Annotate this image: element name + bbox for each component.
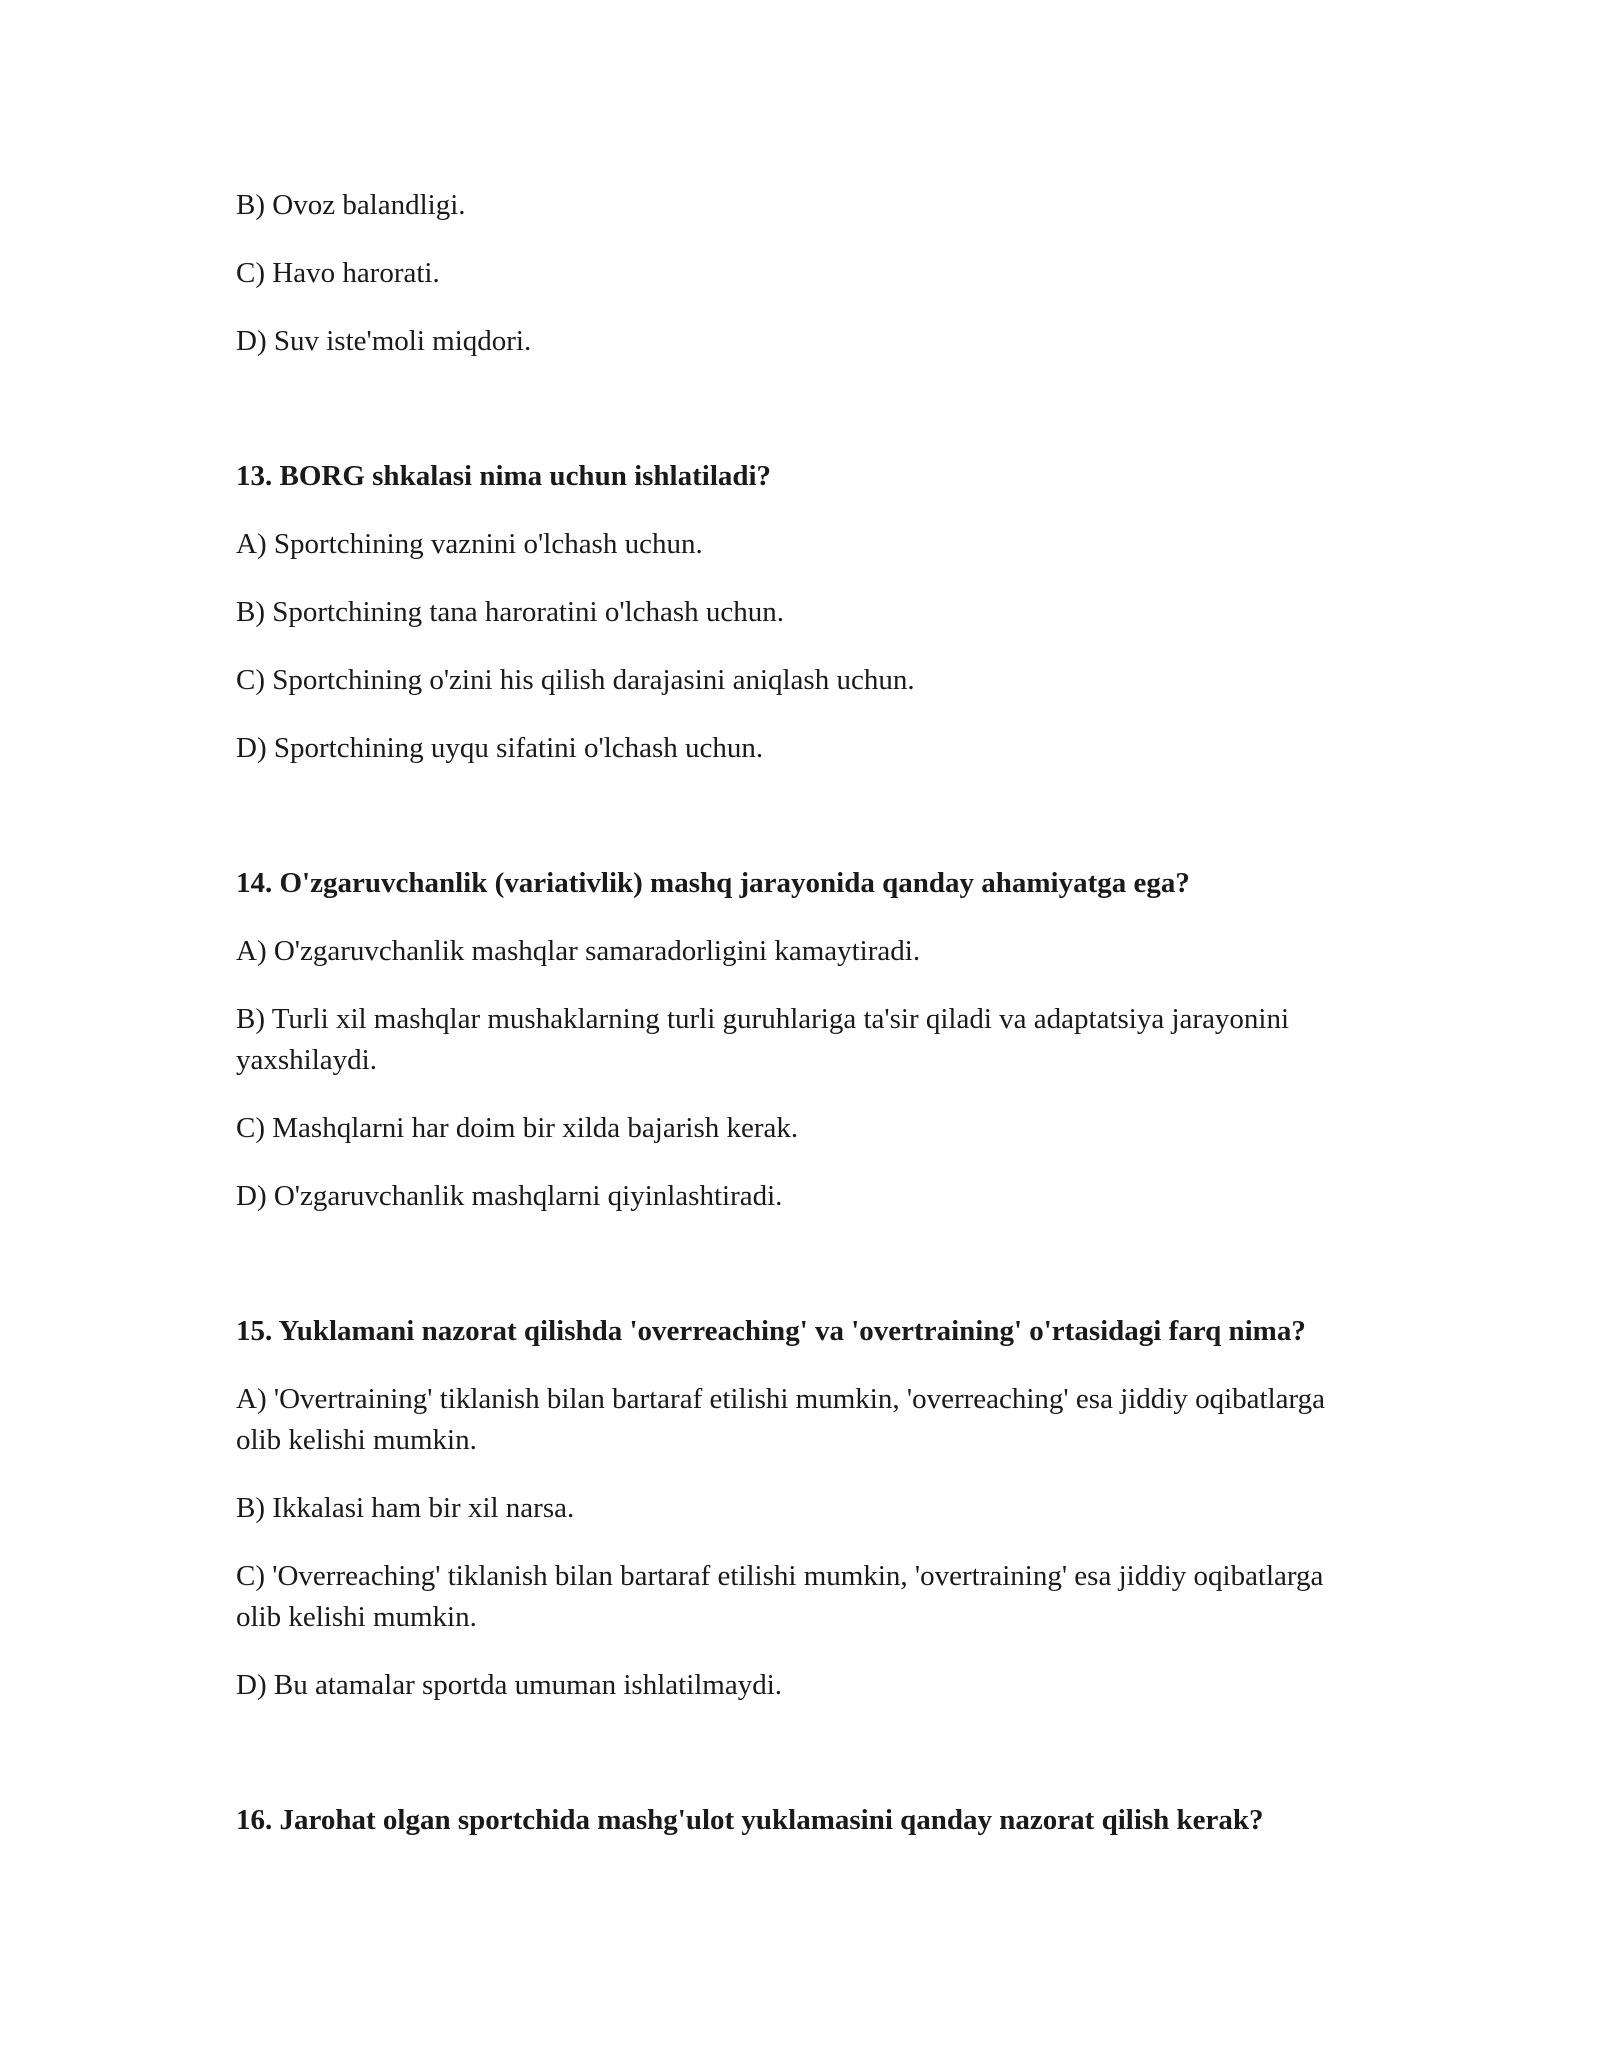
question-14 (236, 863, 1366, 1217)
page-content (236, 185, 1366, 1868)
question-title: 16. Jarohat olgan sportchida mashg'ulot yuklamasini qanday nazorat qilish kerak? (236, 1804, 1264, 1836)
option-a: A) Sportchining vaznini o'lchash uchun. (236, 528, 703, 560)
option-c: C) Havo harorati. (236, 257, 440, 289)
option-d: D) Suv iste'moli miqdori. (236, 325, 532, 357)
option-a: A) 'Overtraining' tiklanish bilan bartaraf etilishi mumkin, 'overreaching' esa jiddiy oqibatlarga olib kelishi mumkin. (236, 1383, 1326, 1456)
option-d: D) Bu atamalar sportda umuman ishlatilmaydi. (236, 1669, 783, 1701)
question-title: 13. BORG shkalasi nima uchun ishlatiladi? (236, 460, 772, 492)
option-c: C) 'Overreaching' tiklanish bilan bartaraf etilishi mumkin, 'overtraining' esa jiddiy oqibatlarga olib kelishi mumkin. (236, 1560, 1324, 1633)
option-b: B) Ovoz balandligi. (236, 189, 466, 221)
question-title: 15. Yuklamani nazorat qilishda 'overreaching' va 'overtraining' o'rtasidagi farq nima? (236, 1315, 1306, 1347)
option-c: C) Mashqlarni har doim bir xilda bajarish kerak. (236, 1112, 799, 1144)
question-16 (236, 1800, 1366, 1841)
question-13 (236, 456, 1366, 769)
question-12-continued (236, 185, 1366, 362)
option-b: B) Turli xil mashqlar mushaklarning turli guruhlariga ta'sir qiladi va adaptatsiya jarayonini yaxshilaydi. (236, 1003, 1290, 1076)
option-b: B) Ikkalasi ham bir xil narsa. (236, 1492, 575, 1524)
option-b: B) Sportchining tana haroratini o'lchash uchun. (236, 596, 785, 628)
option-d: D) Sportchining uyqu sifatini o'lchash uchun. (236, 732, 764, 764)
question-title: 14. O'zgaruvchanlik (variativlik) mashq jarayonida qanday ahamiyatga ega? (236, 867, 1190, 899)
option-d: D) O'zgaruvchanlik mashqlarni qiyinlashtiradi. (236, 1180, 783, 1212)
question-15 (236, 1311, 1366, 1706)
option-c: C) Sportchining o'zini his qilish darajasini aniqlash uchun. (236, 664, 915, 696)
option-a: A) O'zgaruvchanlik mashqlar samaradorligini kamaytiradi. (236, 935, 921, 967)
